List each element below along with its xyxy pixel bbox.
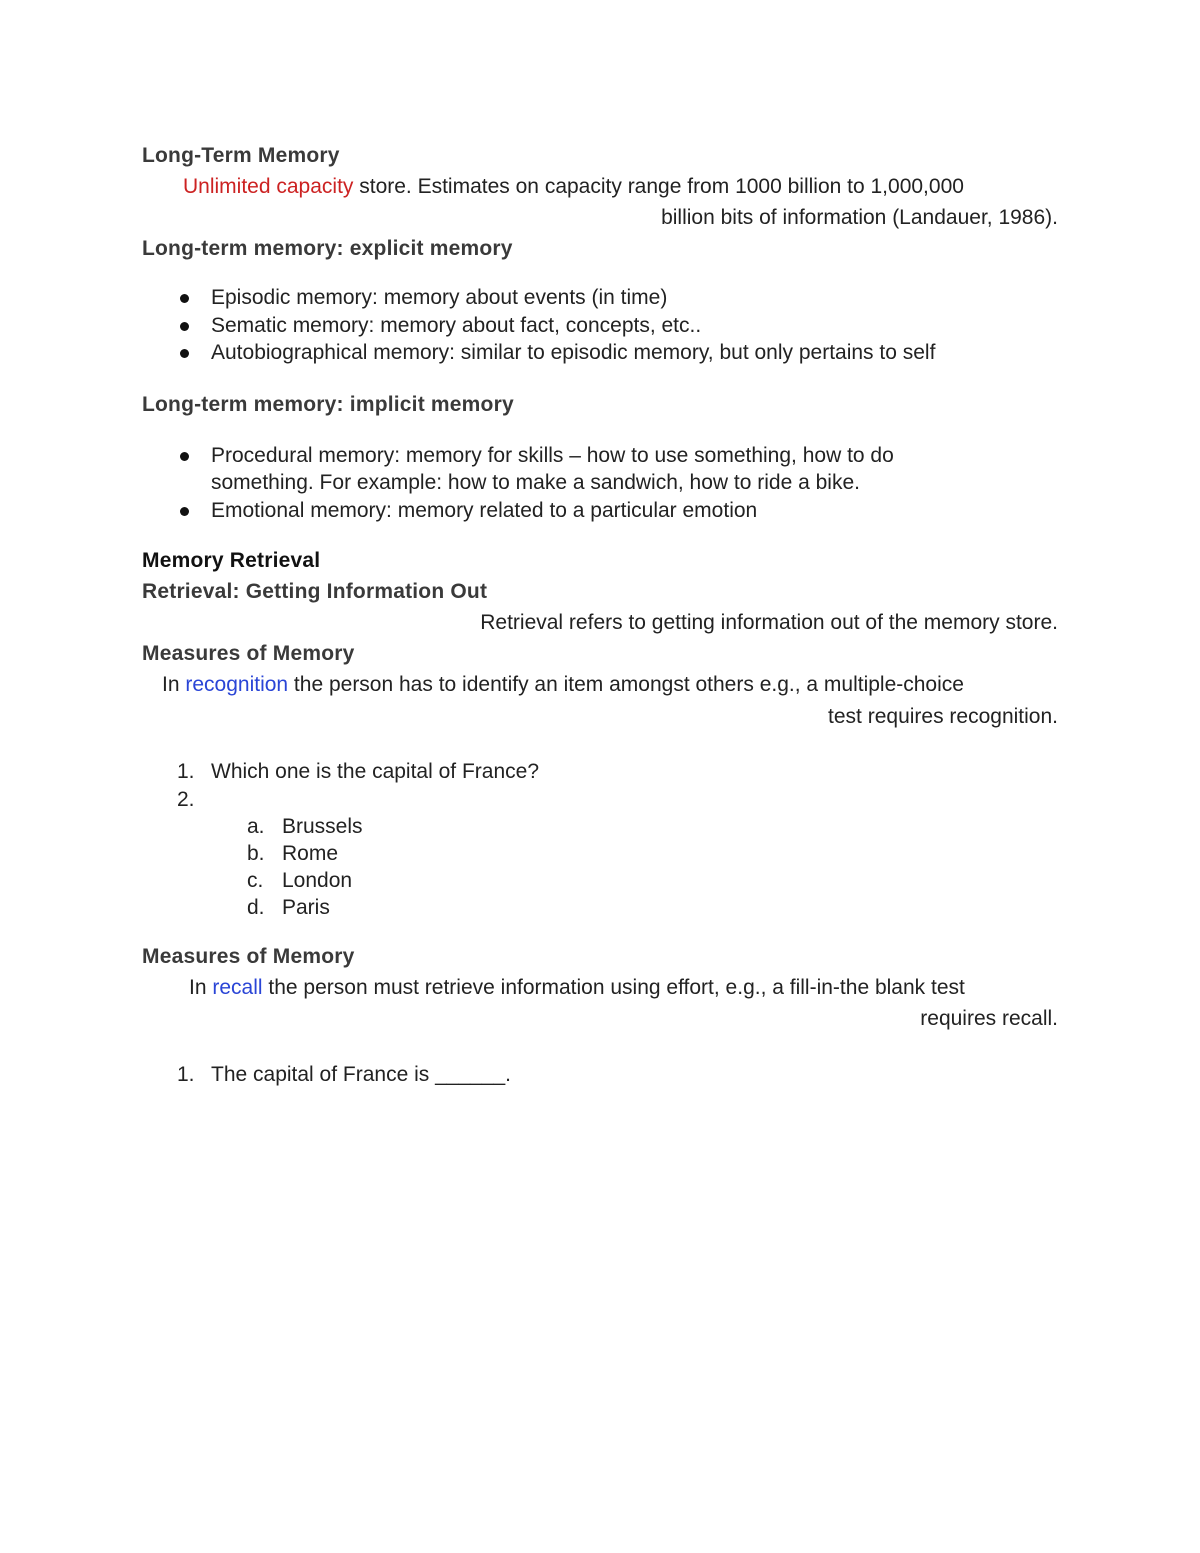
recall-question-list (142, 1061, 1058, 1089)
recall-highlight: recall (212, 976, 263, 999)
list-item: b. Rome (247, 842, 339, 865)
document-page (142, 140, 1058, 1089)
list-item: Emotional memory: memory related to a particular emotion (142, 497, 1058, 525)
retrieval-paragraph: Retrieval refers to getting information out of the memory store. (480, 611, 1058, 634)
list-item: d. Paris (247, 896, 330, 919)
bullet-icon (180, 322, 189, 331)
list-item: c. London (247, 869, 353, 892)
bullet-icon (180, 507, 189, 516)
recall-paragraph-line1: In recall the person must retrieve information using effort, e.g., a fill-in-the blank test (189, 976, 965, 999)
heading-long-term-memory: Long-Term Memory (142, 144, 340, 167)
explicit-memory-list (142, 284, 1058, 367)
recognition-question-list (142, 758, 1058, 813)
heading-retrieval-getting-info-out: Retrieval: Getting Information Out (142, 580, 488, 603)
bullet-icon (180, 294, 189, 303)
list-item: a. Brussels (247, 815, 363, 838)
ltm-highlight: Unlimited capacity (183, 175, 354, 198)
recognition-paragraph-line1: In recognition the person has to identify an item amongst others e.g., a multiple-choice (162, 673, 964, 696)
list-item: 2. (177, 787, 195, 811)
heading-measures-of-memory-recognition: Measures of Memory (142, 642, 355, 665)
list-item: 1. The capital of France is ______. (177, 1063, 512, 1086)
list-item: Autobiographical memory: similar to episodic memory, but only pertains to self (142, 339, 1058, 367)
recognition-options-list (142, 813, 1058, 921)
heading-implicit-memory: Long-term memory: implicit memory (142, 392, 514, 416)
recall-paragraph-line2: requires recall. (920, 1007, 1058, 1030)
heading-measures-of-memory-recall: Measures of Memory (142, 945, 355, 968)
list-item: Sematic memory: memory about fact, concepts, etc.. (142, 312, 1058, 340)
bullet-icon (180, 452, 189, 461)
ltm-text-line1: store. Estimates on capacity range from 1000 billion to 1,000,000 (353, 175, 964, 198)
heading-memory-retrieval: Memory Retrieval (142, 549, 321, 572)
list-item: Procedural memory: memory for skills – how to use something, how to do something. For example: how to make a sandwich, how to ride a bike. (142, 442, 1058, 497)
list-item: 1. Which one is the capital of France? (177, 760, 540, 783)
recognition-highlight: recognition (185, 673, 289, 696)
ltm-paragraph-line2: billion bits of information (Landauer, 1986). (661, 206, 1058, 229)
recognition-paragraph-line2: test requires recognition. (828, 705, 1058, 728)
list-item: Episodic memory: memory about events (in time) (142, 284, 1058, 312)
heading-explicit-memory: Long-term memory: explicit memory (142, 237, 513, 260)
ltm-paragraph-line1 (142, 171, 1058, 202)
bullet-icon (180, 349, 189, 358)
implicit-memory-list (142, 442, 1058, 525)
